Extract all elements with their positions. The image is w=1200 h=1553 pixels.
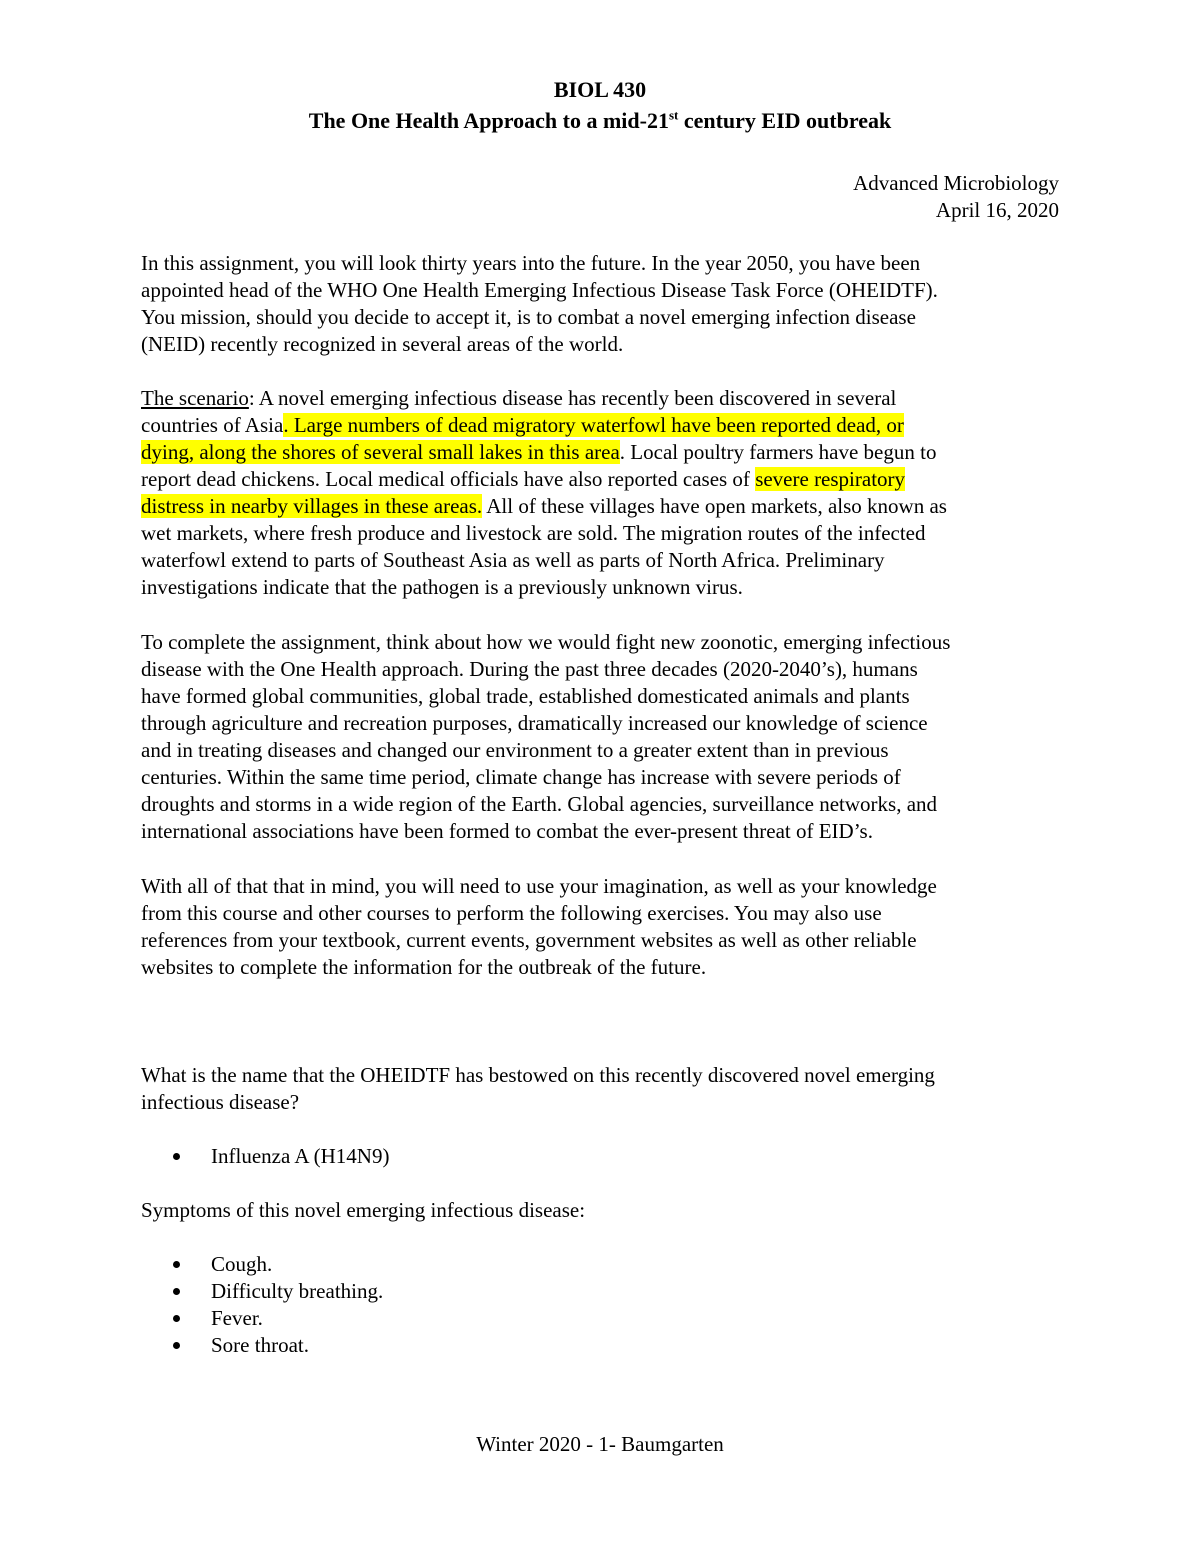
list-item bbox=[172, 1143, 389, 1170]
text-line: (NEID) recently recognized in several areas of the world. bbox=[141, 332, 624, 356]
list-item-text: Fever. bbox=[211, 1306, 263, 1330]
scenario-paragraph bbox=[141, 385, 1061, 601]
symptoms-heading: Symptoms of this novel emerging infectious disease: bbox=[141, 1198, 586, 1222]
text-segment: report dead chickens. Local medical officials have also reported cases of bbox=[141, 467, 756, 491]
text-line: and in treating diseases and changed our environment to a greater extent than in previous bbox=[141, 738, 889, 762]
text-line: through agriculture and recreation purposes, dramatically increased our knowledge of science bbox=[141, 711, 928, 735]
highlighted-text: dying, along the shores of several small lakes in this area bbox=[141, 440, 620, 464]
text-line: references from your textbook, current events, government websites as well as other reliable bbox=[141, 928, 917, 952]
imagination-paragraph bbox=[141, 873, 1061, 981]
intro-paragraph bbox=[141, 250, 1061, 358]
text-line: websites to complete the information for the outbreak of the future. bbox=[141, 955, 707, 979]
disease-name-question bbox=[141, 1062, 1061, 1116]
text-line bbox=[141, 412, 1061, 439]
text-line: have formed global communities, global trade, established domesticated animals and plants bbox=[141, 684, 910, 708]
list-item-text: Difficulty breathing. bbox=[211, 1279, 384, 1303]
text-line: waterfowl extend to parts of Southeast Asia as well as parts of North Africa. Preliminary bbox=[141, 548, 885, 572]
bullet-icon bbox=[173, 1153, 180, 1160]
text-line: wet markets, where fresh produce and livestock are sold. The migration routes of the infected bbox=[141, 521, 926, 545]
disease-name-list bbox=[172, 1143, 389, 1170]
symptoms-list bbox=[172, 1251, 383, 1359]
text-line: With all of that that in mind, you will need to use your imagination, as well as your knowledge bbox=[141, 874, 937, 898]
text-line: disease with the One Health approach. During the past three decades (2020-2040’s), humans bbox=[141, 657, 918, 681]
title-superscript: st bbox=[668, 107, 679, 123]
bullet-icon bbox=[173, 1261, 180, 1268]
course-code: BIOL 430 bbox=[553, 77, 647, 102]
text-segment: countries of Asia bbox=[141, 413, 284, 437]
text-line: international associations have been formed to combat the ever-present threat of EID’s. bbox=[141, 819, 873, 843]
highlighted-text: severe respiratory bbox=[755, 467, 906, 491]
bullet-icon bbox=[173, 1342, 180, 1349]
list-item bbox=[172, 1332, 383, 1359]
text-line bbox=[141, 466, 1061, 493]
bullet-icon bbox=[173, 1288, 180, 1295]
document-date: April 16, 2020 bbox=[935, 198, 1059, 222]
list-item-text: Sore throat. bbox=[211, 1333, 309, 1357]
list-item bbox=[172, 1278, 383, 1305]
text-segment: : A novel emerging infectious disease has recently been discovered in several bbox=[248, 386, 897, 410]
text-line: investigations indicate that the pathogen is a previously unknown virus. bbox=[141, 575, 743, 599]
text-segment: All of these villages have open markets, also known as bbox=[482, 494, 947, 518]
text-line bbox=[141, 439, 1061, 466]
text-line: droughts and storms in a wide region of the Earth. Global agencies, surveillance networks, and bbox=[141, 792, 938, 816]
bullet-icon bbox=[173, 1315, 180, 1322]
title-tail: century EID outbreak bbox=[678, 108, 892, 133]
text-line: To complete the assignment, think about how we would fight new zoonotic, emerging infectious bbox=[141, 630, 951, 654]
text-line: from this course and other courses to perform the following exercises. You may also use bbox=[141, 901, 882, 925]
text-line: infectious disease? bbox=[141, 1090, 300, 1114]
list-item-text: Cough. bbox=[211, 1252, 273, 1276]
text-line bbox=[141, 385, 1061, 412]
text-line: You mission, should you decide to accept it, is to combat a novel emerging infection disease bbox=[141, 305, 916, 329]
scenario-label: The scenario bbox=[141, 386, 249, 410]
highlighted-text: distress in nearby villages in these areas. bbox=[141, 494, 483, 518]
text-line: centuries. Within the same time period, climate change has increase with severe periods of bbox=[141, 765, 901, 789]
list-item bbox=[172, 1305, 383, 1332]
class-name: Advanced Microbiology bbox=[853, 171, 1059, 195]
text-line: In this assignment, you will look thirty years into the future. In the year 2050, you have been bbox=[141, 251, 921, 275]
list-item bbox=[172, 1251, 383, 1278]
page-footer: Winter 2020 - 1- Baumgarten bbox=[476, 1432, 724, 1456]
text-line: What is the name that the OHEIDTF has bestowed on this recently discovered novel emerging bbox=[141, 1063, 935, 1087]
text-line: appointed head of the WHO One Health Emerging Infectious Disease Task Force (OHEIDTF). bbox=[141, 278, 938, 302]
list-item-text: Influenza A (H14N9) bbox=[211, 1144, 390, 1168]
text-line bbox=[141, 493, 1061, 520]
highlighted-text: . Large numbers of dead migratory waterfowl have been reported dead, or bbox=[283, 413, 904, 437]
title-main: The One Health Approach to a mid-21 bbox=[308, 108, 669, 133]
document-title bbox=[0, 107, 1200, 134]
text-segment: . Local poultry farmers have begun to bbox=[619, 440, 937, 464]
assignment-paragraph bbox=[141, 629, 1061, 845]
